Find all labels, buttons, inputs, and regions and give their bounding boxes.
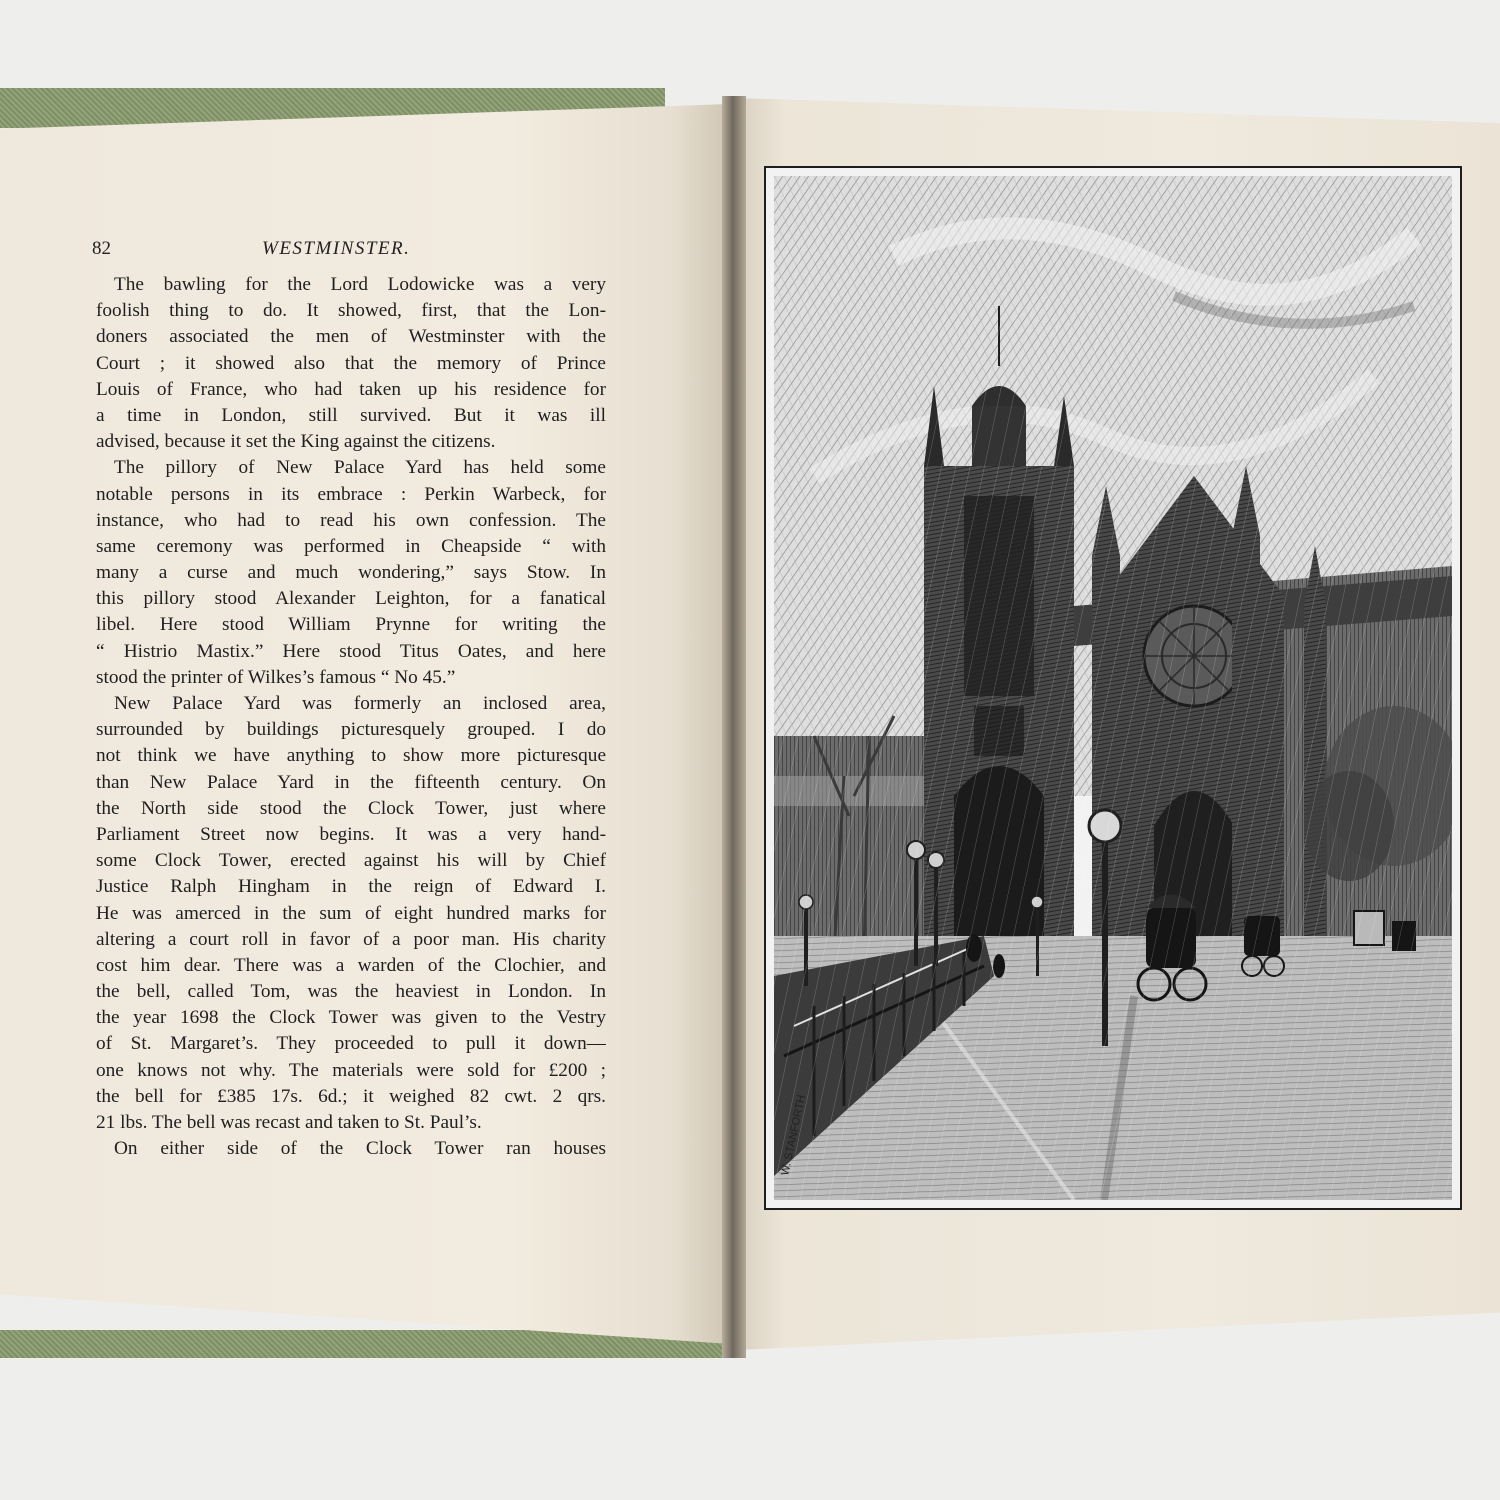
text-line: doners associated the men of Westminster with the [96, 326, 606, 348]
text-line: notable persons in its embrace : Perkin Warbeck, for [96, 483, 606, 505]
text-line: the North side stood the Clock Tower, just where [96, 797, 606, 819]
text-line: altering a court roll in favor of a poor man. His charity [96, 928, 606, 950]
text-line: the bell for £385 17s. 6d.; it weighed 82 cwt. 2 qrs. [96, 1085, 606, 1107]
text-line: many a curse and much wondering,” says Stow. In [96, 562, 606, 584]
book-gutter [722, 96, 746, 1358]
text-line: Louis of France, who had taken up his residence for [96, 378, 606, 400]
text-line: 21 lbs. The bell was recast and taken to St. Paul’s. [96, 1112, 482, 1133]
text-line: foolish thing to do. It showed, first, that the Lon- [96, 300, 606, 322]
text-line: this pillory stood Alexander Leighton, for a fanatical [96, 588, 606, 610]
text-line: cost him dear. There was a warden of the Clochier, and [96, 954, 606, 976]
body-text [96, 272, 606, 1162]
text-line: On either side of the Clock Tower ran houses [114, 1138, 606, 1160]
text-line: a time in London, still survived. But it was ill [96, 404, 606, 426]
running-title: WESTMINSTER. [262, 238, 411, 259]
text-line: than New Palace Yard in the fifteenth century. On [96, 771, 606, 793]
text-line: same ceremony was performed in Cheapside “ with [96, 535, 606, 557]
text-line: instance, who had to read his own confession. The [96, 509, 606, 531]
text-line: the year 1698 the Clock Tower was given to the Vestry [96, 1007, 606, 1029]
text-line: The pillory of New Palace Yard has held some [114, 457, 606, 479]
text-line: some Clock Tower, erected against his will by Chief [96, 850, 606, 872]
text-line: the bell, called Tom, was the heaviest in London. In [96, 981, 606, 1003]
text-line: surrounded by buildings picturesquely grouped. I do [96, 719, 606, 741]
text-line: Parliament Street now begins. It was a very hand- [96, 823, 606, 845]
text-line: New Palace Yard was formerly an inclosed area, [114, 693, 606, 714]
text-line: Court ; it showed also that the memory of Prince [96, 352, 606, 374]
text-line: stood the printer of Wilkes’s famous “ No 45.” [96, 666, 456, 688]
text-line: advised, because it set the King against the citizens. [96, 431, 496, 453]
westminster-abbey-engraving [774, 176, 1452, 1200]
running-head [92, 238, 612, 268]
text-line: libel. Here stood William Prynne for writing the [96, 614, 606, 636]
text-line: of St. Margaret’s. They proceeded to pull it down— [96, 1033, 606, 1055]
text-line: The bawling for the Lord Lodowicke was a very [114, 274, 606, 295]
artist-signature: W. STANFORTH [779, 1093, 809, 1177]
illustration-plate [764, 166, 1462, 1210]
text-line: He was amerced in the sum of eight hundred marks for [96, 902, 606, 924]
page-number: 82 [92, 238, 111, 259]
text-line: one knows not why. The materials were sold for £200 ; [96, 1059, 606, 1081]
text-line: not think we have anything to show more picturesque [96, 745, 606, 767]
text-line: Justice Ralph Hingham in the reign of Edward I. [96, 876, 606, 898]
text-line: “ Histrio Mastix.” Here stood Titus Oates, and here [96, 640, 606, 662]
